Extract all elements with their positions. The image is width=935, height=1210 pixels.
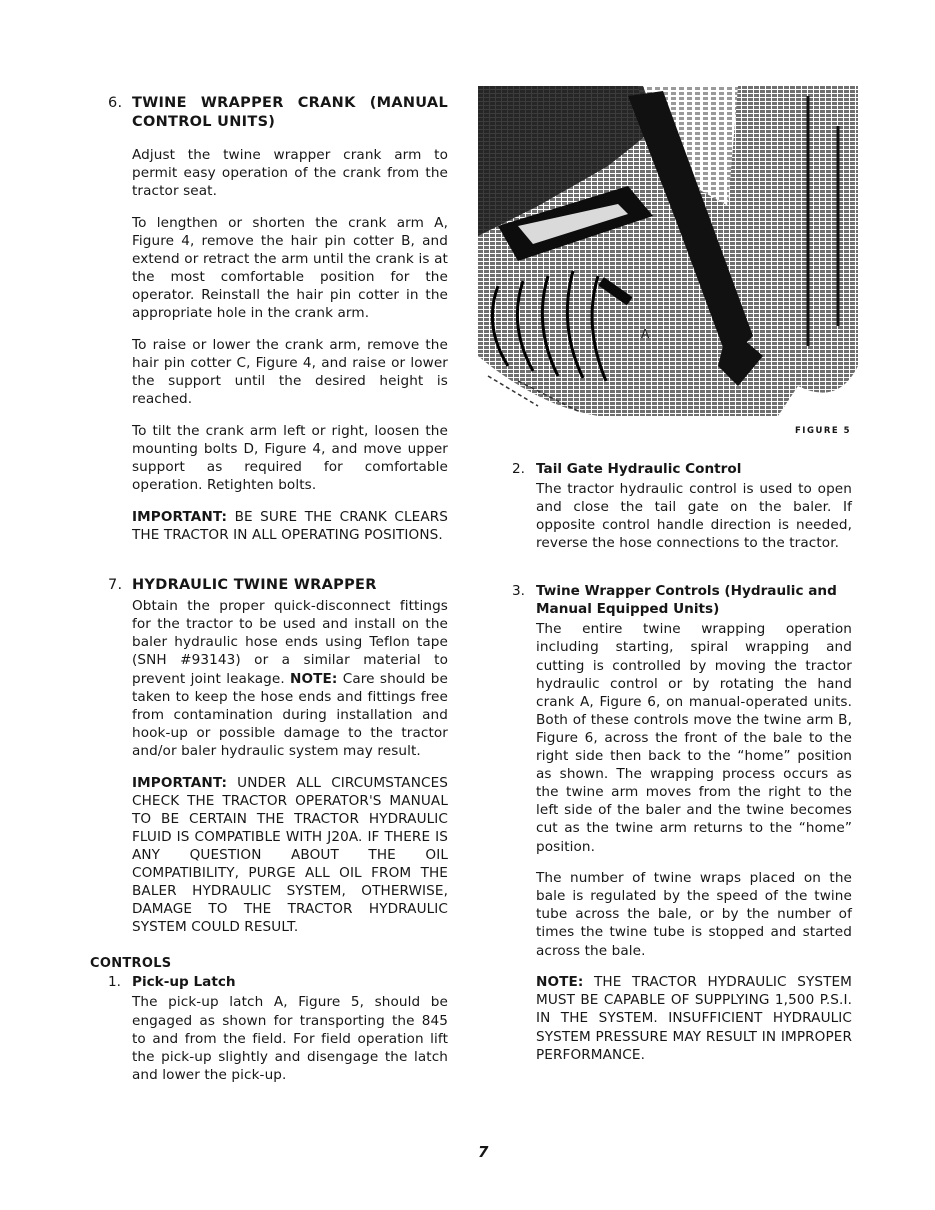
item-title: Pick-up Latch (132, 974, 236, 991)
page-number: 7 (478, 1143, 489, 1161)
important-label: IMPORTANT: (132, 508, 228, 525)
figure-caption: FIGURE 5 (795, 426, 852, 436)
note-text: Care should be taken to keep the hose ends and fittings free from contamination during installation and hook-up or possible damage to the tractor and/or baler hydraulic system may result. (132, 670, 449, 759)
important-notice (132, 774, 448, 937)
section-title: TWINE WRAPPER CRANK (MANUAL CONTROL UNITS) (132, 95, 448, 130)
item-title: Twine Wrapper Controls (Hydraulic and Manual Equipped Units) (536, 583, 837, 618)
note-notice (536, 973, 852, 1063)
paragraph: To lengthen or shorten the crank arm A, Figure 4, remove the hair pin cotter B, and extend or retract the arm until the crank is at the most comfortable position for the operator. Reinstall the hair pin cotter in the appropriate hole in the crank arm. (132, 214, 448, 322)
section-title: HYDRAULIC TWINE WRAPPER (132, 577, 377, 594)
note-label: NOTE: (290, 670, 338, 687)
paragraph: To tilt the crank arm left or right, loosen the mounting bolts D, Figure 4, and move upper support as required for comfortable operation. Retighten bolts. (132, 423, 448, 494)
paragraph: Adjust the twine wrapper crank arm to permit easy operation of the crank from the tractor seat. (132, 147, 448, 200)
paragraph: The tractor hydraulic control is used to open and close the tail gate on the baler. If opposite control handle direction is needed, reverse the hose connections to the tractor. (536, 481, 852, 552)
item-title: Tail Gate Hydraulic Control (536, 461, 742, 477)
paragraph: The pick-up latch A, Figure 5, should be engaged as shown for transporting the 845 to and from the field. For field operation lift the pick-up slightly and disengage the latch and lower the pick-up. (132, 994, 448, 1083)
section-6-heading (108, 94, 448, 132)
paragraph (132, 597, 448, 760)
note-label: NOTE: (536, 974, 584, 991)
important-text: UNDER ALL CIRCUMSTANCES CHECK THE TRACTOR OPERATOR'S MANUAL TO BE CERTAIN THE TRACTOR HYDRAULIC FLUID IS COMPATIBLE WITH J20A. IF THERE IS ANY QUESTION ABOUT THE OIL COMPATIBILITY, PURGE ALL OIL FROM THE BALER HYDRAULIC SYSTEM, OTHERWISE, DAMAGE TO THE TRACTOR HYDRAULIC SYSTEM COULD RESULT. (132, 774, 448, 936)
important-text: BE SURE THE CRANK CLEARS THE TRACTOR IN ALL OPERATING POSITIONS. (132, 508, 449, 544)
paragraph-text: Obtain the proper quick-disconnect fittings for the tractor to be used and install on the baler hydraulic hose ends using Teflon tape (SNH #93143) or a similar material to prevent joint leakage. (132, 598, 448, 687)
item-number: 2. (512, 461, 525, 477)
controls-item-2-heading (512, 460, 852, 478)
figure-label-a: A (641, 327, 650, 341)
section-7-heading (108, 576, 448, 595)
paragraph: To raise or lower the crank arm, remove the hair pin cotter C, Figure 4, and raise or lower the support until the desired height is reached. (132, 337, 448, 408)
section-number: 7. (108, 577, 123, 594)
item-number: 3. (512, 583, 525, 600)
item-number: 1. (108, 974, 121, 991)
left-column (90, 94, 449, 1098)
figure-5-photo (478, 86, 858, 416)
section-number: 6. (108, 95, 123, 111)
controls-heading: CONTROLS (90, 956, 172, 972)
note-text: THE TRACTOR HYDRAULIC SYSTEM MUST BE CAPABLE OF SUPPLYING 1,500 P.S.I. IN THE SYSTEM. INSUFFICIENT HYDRAULIC SYSTEM PRESSURE MAY RESULT IN IMPROPER PERFORMANCE. (536, 974, 853, 1063)
paragraph: The number of twine wraps placed on the bale is regulated by the speed of the twine tube across the bale, or by the number of times the twine tube is stopped and started across the bale. (536, 870, 852, 959)
important-label: IMPORTANT: (132, 774, 228, 791)
important-notice (132, 508, 448, 544)
controls-item-1-heading (108, 973, 448, 991)
right-column (512, 460, 852, 1077)
paragraph: The entire twine wrapping operation including starting, spiral wrapping and cutting is controlled by moving the tractor hydraulic control or by rotating the hand crank A, Figure 6, on manual-operated units. Both of these controls move the twine arm B, Figure 6, across the front of the bale to the right side then back to the “home” position as shown. The wrapping process occurs as the twine arm moves from the right to the left side of the baler and the twine becomes cut as the twine arm returns to the “home” position. (536, 621, 852, 855)
controls-item-3-heading (512, 582, 852, 618)
